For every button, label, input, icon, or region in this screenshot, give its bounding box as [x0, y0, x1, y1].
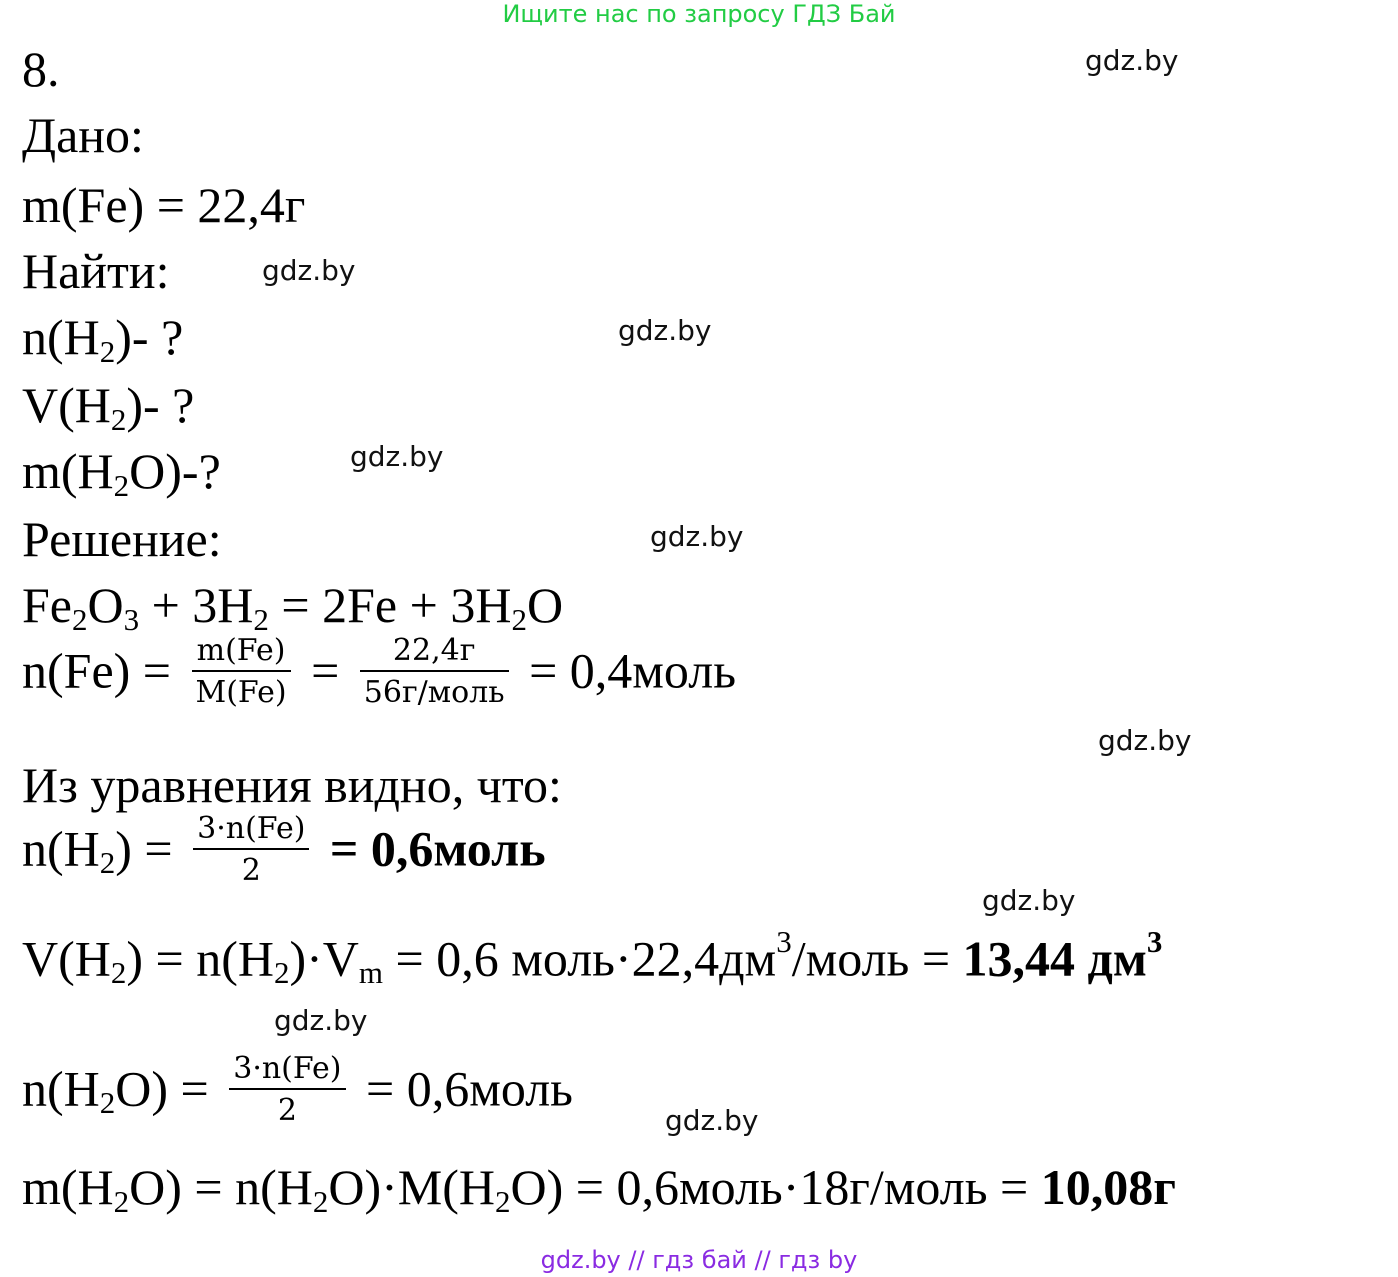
find-v-h2: $V(H_2)-$ ?: [22, 377, 195, 437]
watermark: gdz.by: [262, 254, 356, 287]
watermark: gdz.by: [350, 440, 444, 473]
n-h2-calculation: $n(H_2)$ = $\frac{3\cdot n(Fe)}{2}$ = 0,6моль: [22, 811, 546, 888]
from-equation-text: Из уравнения видно, что:: [22, 757, 562, 813]
m-h2o-calculation: $m(H_2O) = n(H_2O)\cdot M(H_2O)$ = 0,6моль·18г/моль = 10,08г: [22, 1159, 1176, 1219]
find-n-h2: $n(H_2)-$ ?: [22, 309, 184, 369]
fraction-mass-over-molar: $\frac{22,4г}{\text{56г/моль}}$: [360, 636, 509, 708]
watermark: gdz.by: [618, 314, 712, 347]
given-label: Дано:: [22, 107, 144, 163]
v-h2-calculation: $V(H_2) = n(H_2)\cdot V_m = 0,6$ $моль\cdot 22,4дм^3$/моль = 13,44 $дм^3$: [22, 924, 1163, 990]
n-fe-calculation: n(Fe) = $\frac{m(Fe)}{M(Fe)}$ = $\frac{22,4г}{\text{56г/моль}}$ = 0,4моль: [22, 633, 736, 710]
fraction-m-over-M: $\frac{m(Fe)}{M(Fe)}$: [192, 636, 291, 708]
footer-links: gdz.by // гдз бай // гдз by: [540, 1246, 858, 1274]
watermark: gdz.by: [650, 520, 744, 553]
given-mass-fe: m(Fe) = 22,4г: [22, 177, 306, 233]
reaction-equation: $Fe_2O_3 + 3H_2 = 2Fe + 3H_2O$: [22, 577, 564, 637]
watermark: gdz.by: [665, 1104, 759, 1137]
task-number: 8.: [22, 41, 60, 97]
watermark: gdz.by: [982, 884, 1076, 917]
watermark: gdz.by: [1098, 724, 1192, 757]
find-label: Найти:: [22, 243, 170, 299]
watermark: gdz.by: [1085, 44, 1179, 77]
find-m-h2o: $m(H_2O)-$?: [22, 443, 221, 503]
watermark: gdz.by: [274, 1004, 368, 1037]
solution-label: Решение:: [22, 511, 222, 567]
n-h2o-calculation: $n(H_2O)$ = $\frac{3\cdot n(Fe)}{2}$ = 0,6моль: [22, 1051, 573, 1128]
fraction-3n-over-2: $\frac{3\cdot n(Fe)}{2}$: [193, 814, 309, 886]
fraction-3n-over-2-water: $\frac{3\cdot n(Fe)}{2}$: [229, 1054, 345, 1126]
top-banner: Ищите нас по запросу ГДЗ Бай: [502, 0, 896, 28]
